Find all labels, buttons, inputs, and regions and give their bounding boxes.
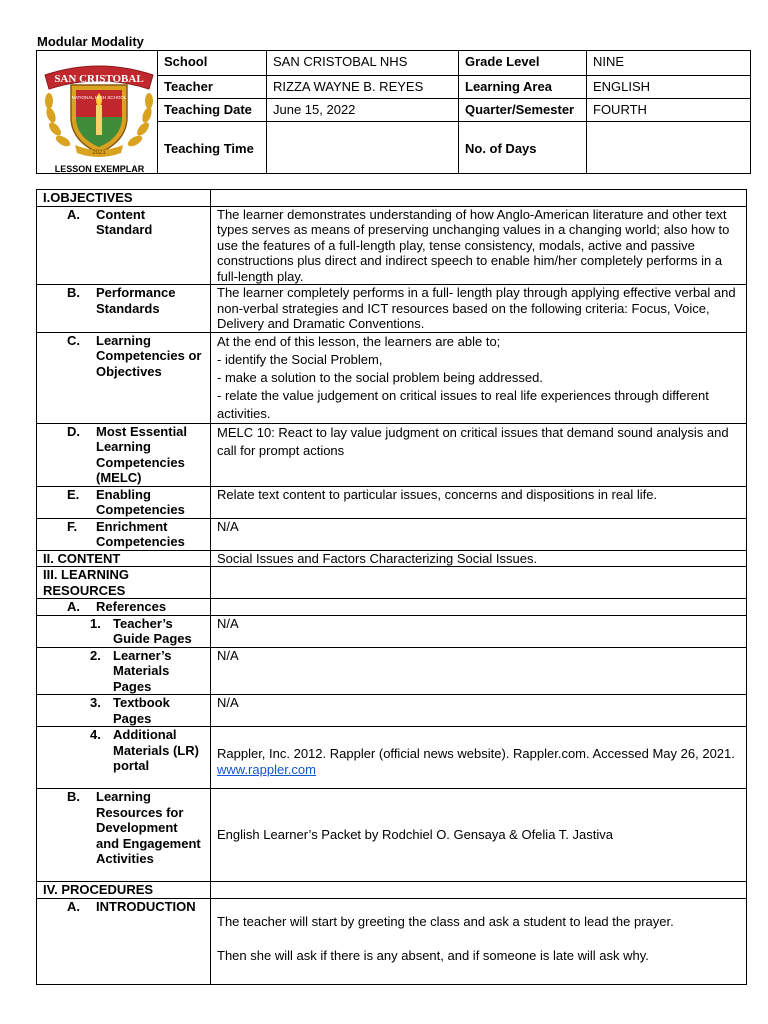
date-label: Teaching Date <box>158 99 267 122</box>
enabling-competencies-text: Relate text content to particular issues, concerns and dispositions in real life. <box>211 486 747 518</box>
school-label: School <box>158 51 267 76</box>
enabling-competencies-label: E. Enabling Competencies <box>37 486 211 518</box>
introduction-label: A. INTRODUCTION <box>37 898 211 984</box>
date-value: June 15, 2022 <box>267 99 459 122</box>
enrichment-competencies-label: F. Enrichment Competencies <box>37 518 211 550</box>
teacher-label: Teacher <box>158 76 267 99</box>
textbook-pages-text: N/A <box>211 695 747 727</box>
learning-competencies-text: At the end of this lesson, the learners are able to; - identify the Social Problem, - make a solution to the social problem being addressed. - relate the value judgement on critical issues to real life experiences through different activities. <box>211 332 747 423</box>
teacher-value: RIZZA WAYNE B. REYES <box>267 76 459 99</box>
content-standard-label: A. Content Standard <box>37 206 211 285</box>
performance-standards-label: B. Performance Standards <box>37 285 211 333</box>
learning-resources-heading: III. LEARNING RESOURCES <box>37 567 211 599</box>
melc-text: MELC 10: React to lay value judgment on critical issues that demand sound analysis and call for prompt actions <box>211 423 747 486</box>
procedures-heading: IV. PROCEDURES <box>37 882 211 899</box>
additional-materials-label: 4. Additional Materials (LR) portal <box>37 727 211 789</box>
logo-name-text: SAN CRISTOBAL <box>54 73 144 85</box>
introduction-text: The teacher will start by greeting the class and ask a student to lead the prayer. Then she will ask if there is any absent, and if someone is late will ask why. <box>211 898 747 984</box>
content-heading: II. CONTENT <box>37 550 211 567</box>
content-standard-text: The learner demonstrates understanding of how Anglo-American literature and other text types serves as means of preserving unchanging values in a changing world; also how to use the features of a full-length play, tense consistency, modals, active and passive constructions plus direct and indirect speech to enable him/her completely performs in a full-length play. <box>211 206 747 285</box>
additional-materials-text: Rappler, Inc. 2012. Rappler (official news website). Rappler.com. Accessed May 26, 2021. www.rappler.com <box>211 727 747 789</box>
area-value: ENGLISH <box>587 76 751 99</box>
rappler-link[interactable]: www.rappler.com <box>217 761 316 777</box>
school-logo <box>41 55 157 159</box>
learners-materials-label: 2. Learner’s Materials Pages <box>37 647 211 695</box>
learning-competencies-label: C. Learning Competencies or Objectives <box>37 332 211 423</box>
learning-resources-development-label: B. Learning Resources for Development and Engagement Activities <box>37 789 211 882</box>
logo-year: 2021 <box>92 150 106 156</box>
logo-sub-text: NATIONAL HIGH SCHOOL <box>71 95 127 100</box>
melc-label: D. Most Essential Learning Competencies (MELC) <box>37 423 211 486</box>
time-value <box>267 122 459 174</box>
grade-value: NINE <box>587 51 751 76</box>
enrichment-competencies-text: N/A <box>211 518 747 550</box>
lesson-exemplar-label: LESSON EXEMPLAR <box>54 164 145 174</box>
teachers-guide-text: N/A <box>211 615 747 647</box>
school-value: SAN CRISTOBAL NHS <box>267 51 459 76</box>
performance-standards-text: The learner completely performs in a full- length play through applying effective verbal and non-verbal strategies and ICT resources based on the following criteria: Focus, Voice, Delivery and Dramatic Conventions. <box>211 285 747 333</box>
days-label: No. of Days <box>459 122 587 174</box>
logo-cell <box>37 51 158 174</box>
header-table <box>36 50 751 174</box>
content-text: Social Issues and Factors Characterizing Social Issues. <box>211 550 747 567</box>
objectives-heading: I.OBJECTIVES <box>37 190 211 207</box>
area-label: Learning Area <box>459 76 587 99</box>
teachers-guide-label: 1. Teacher’s Guide Pages <box>37 615 211 647</box>
days-value <box>587 122 751 174</box>
references-label: A. References <box>37 599 211 616</box>
lesson-table <box>36 189 747 985</box>
learners-materials-text: N/A <box>211 647 747 695</box>
quarter-value: FOURTH <box>587 99 751 122</box>
grade-label: Grade Level <box>459 51 587 76</box>
learning-resources-development-text: English Learner’s Packet by Rodchiel O. Gensaya & Ofelia T. Jastiva <box>211 789 747 882</box>
modality-title: Modular Modality <box>37 34 144 49</box>
time-label: Teaching Time <box>158 122 267 174</box>
quarter-label: Quarter/Semester <box>459 99 587 122</box>
textbook-pages-label: 3. Textbook Pages <box>37 695 211 727</box>
